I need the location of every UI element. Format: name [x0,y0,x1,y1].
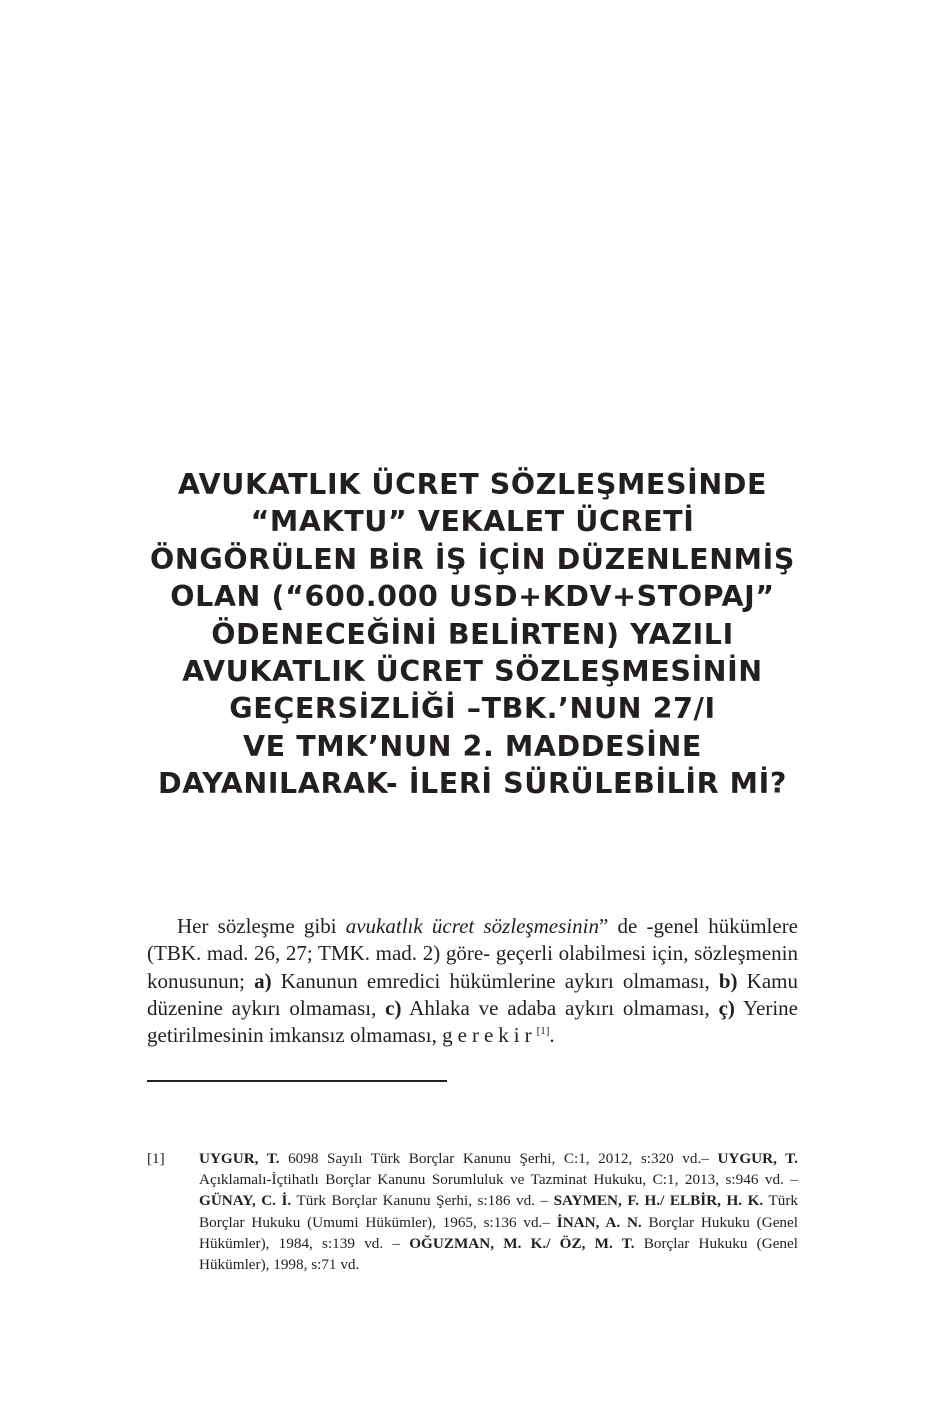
footnote-author: SAYMEN, F. H./ ELBİR, H. K. [553,1192,764,1210]
title-line: GEÇERSİZLİĞİ –TBK.’NUN 27/I [229,692,716,726]
footnote-number: [1] [147,1150,165,1167]
list-marker-cc: ç) [718,995,735,1020]
footnote-citation: Borçlar Hukuku (Genel Hükümler), 1984, s:139 vd. – [199,1213,798,1252]
title-line: DAYANILARAK- İLERİ SÜRÜLEBİLİR Mİ? [158,767,787,801]
footnote-citation: Türk Borçlar Kanunu Şerhi, s:186 vd. – [291,1192,554,1210]
title-line: “MAKTU” VEKALET ÜCRETİ [250,505,695,539]
footnote-citation: 6098 Sayılı Türk Borçlar Kanunu Şerhi, C:1, 2012, s:320 vd.– [279,1150,718,1167]
footnote-text [199,1148,798,1275]
body-text-run: Her sözleşme gibi [177,914,346,938]
footnote-reference[interactable]: [1] [536,1025,550,1038]
footnote-author: İNAN, A. N. [556,1213,642,1231]
list-marker-c: c) [385,995,402,1020]
body-text-run: Yerine getirilmesinin imkansız olmaması, [147,995,798,1048]
body-italic-term: avukatlık ücret sözleşmesinin [345,914,599,938]
footnote-author: UYGUR, T. [199,1150,280,1167]
title-line: VE TMK’NUN 2. MADDESİNE [243,729,702,763]
title-line: ÖNGÖRÜLEN BİR İŞ İÇİN DÜZENLENMİŞ [150,542,795,576]
footnote-author: OĞUZMAN, M. K./ ÖZ, M. T. [409,1234,635,1252]
body-text-run: Kanunun emredici hükümlerine aykırı olmaması, [271,968,719,993]
title-line: OLAN (“600.000 USD+KDV+STOPAJ” [170,580,775,614]
title-line: AVUKATLIK ÜCRET SÖZLEŞMESİNDE [177,468,768,501]
footnote-author: GÜNAY, C. İ. [199,1192,292,1210]
list-marker-a: a) [254,968,272,993]
footnote-separator [147,1080,447,1082]
body-text-run: Kamu düzenine aykırı olmaması, [147,968,798,1020]
footnote-citation: Açıklamalı-İçtihatlı Borçlar Kanunu Sorumluluk ve Tazminat Hukuku, C:1, 2013, s:946 vd. – [199,1171,798,1189]
title-line: AVUKATLIK ÜCRET SÖZLEŞMESİNİN [182,655,763,689]
body-paragraph [147,913,798,1049]
footnote-citation: Türk Borçlar Hukuku (Umumi Hükümler), 1965, s:136 vd.– [199,1192,799,1231]
spaced-word: gerekir [442,1023,537,1048]
footnote [147,1148,798,1275]
footnote-citation: Borçlar Hukuku (Genel Hükümler), 1998, s:71 vd. [199,1234,798,1274]
footnote-author: UYGUR, T. [717,1150,798,1167]
list-marker-b: b) [718,968,738,993]
body-text-run: Ahlaka ve adaba aykırı olmaması, [401,995,719,1020]
body-text-run: ” de -genel hükümlere (TBK. mad. 26, 27; TMK. mad. 2) göre- geçerli olabilmesi için, sözleşmenin konusunun; [147,914,799,993]
chapter-title [140,466,805,803]
body-text-run: . [549,1023,555,1048]
title-line: ÖDENECEĞİNİ BELİRTEN) YAZILI [211,617,734,651]
